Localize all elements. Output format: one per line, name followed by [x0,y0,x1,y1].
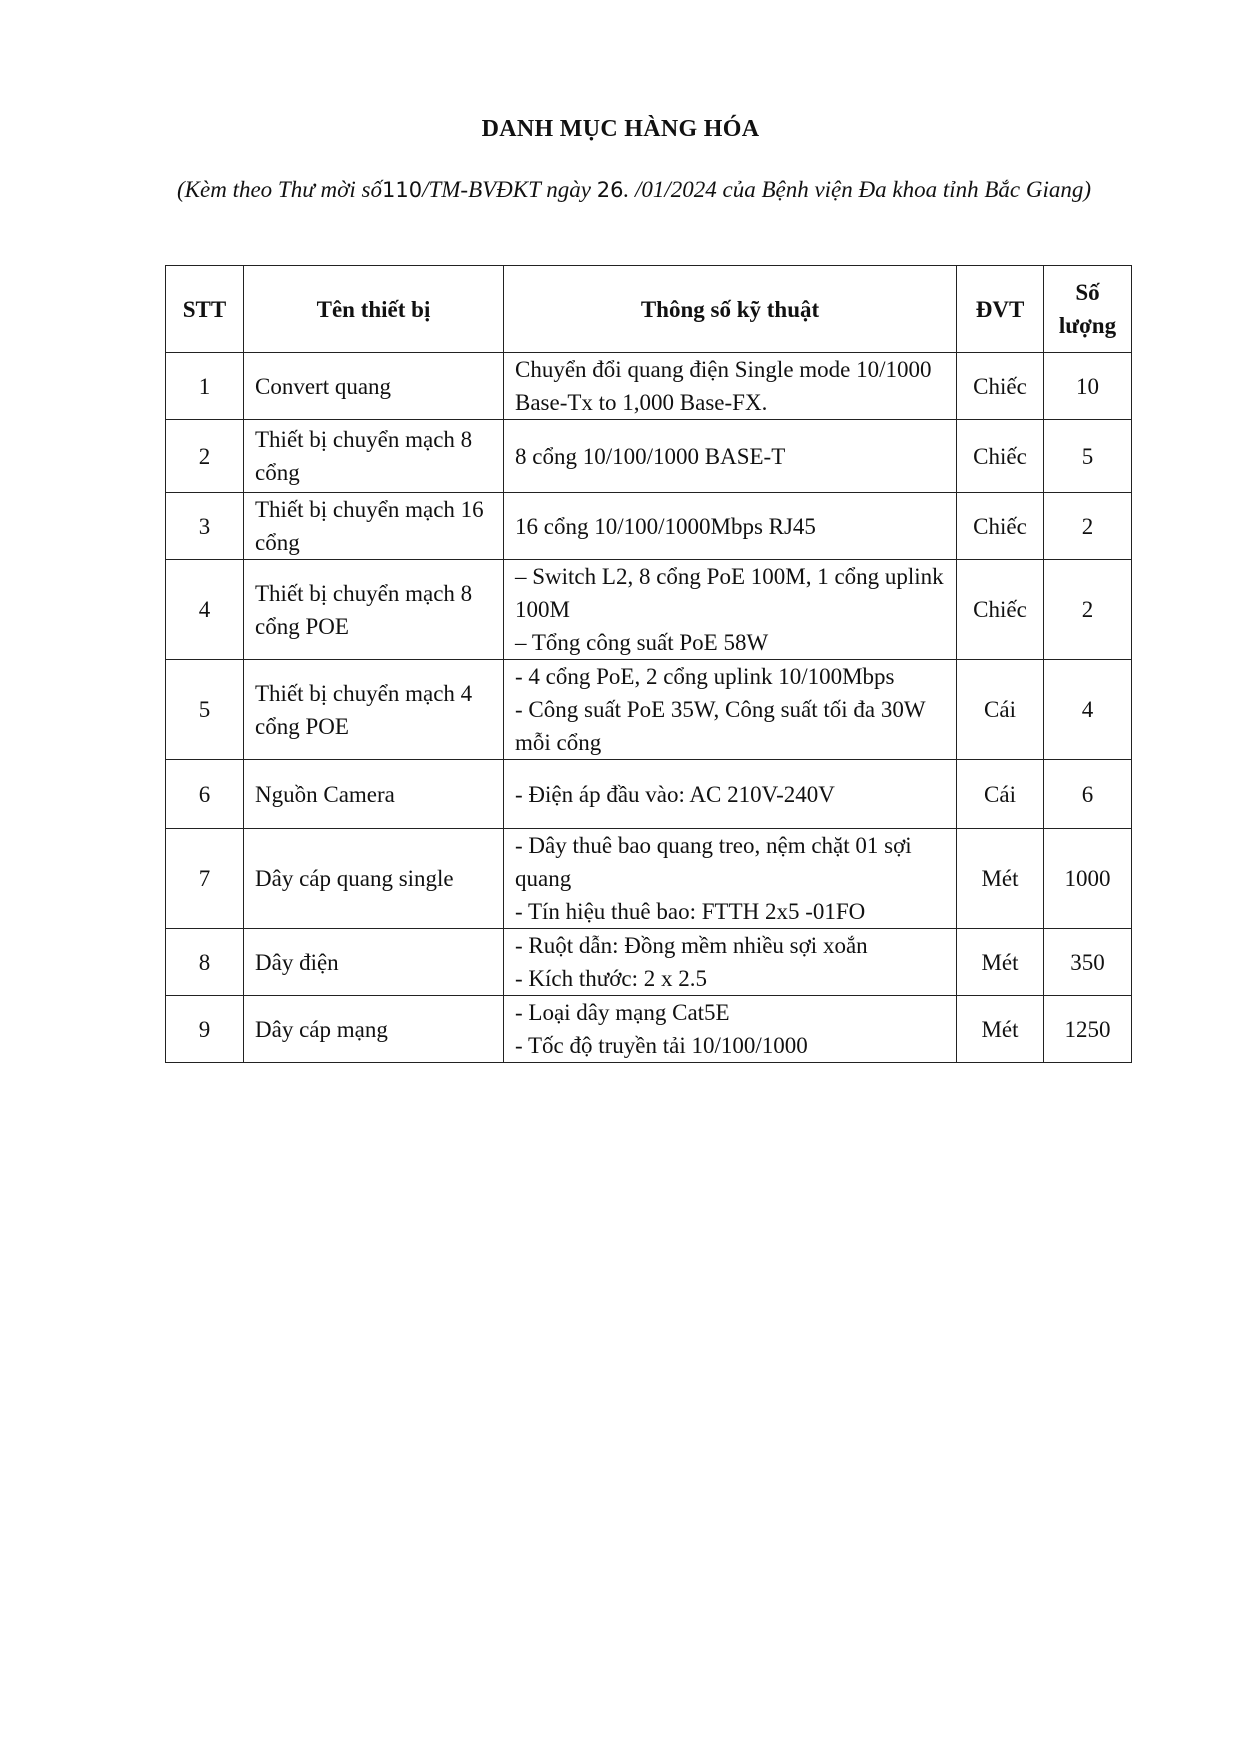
document-subtitle [177,172,1122,208]
cell-unit: Chiếc [957,353,1044,420]
header-unit: ĐVT [957,266,1044,353]
cell-spec [504,829,957,929]
goods-table [165,265,1132,1063]
cell-name: Thiết bị chuyển mạch 8 cổng [244,420,504,493]
cell-stt: 2 [166,420,244,493]
spec-line: – Tổng công suất PoE 58W [515,630,769,655]
table-row [166,760,1132,829]
table-row [166,353,1132,420]
cell-qty: 6 [1044,760,1132,829]
table-header-row [166,266,1132,353]
cell-qty: 1000 [1044,829,1132,929]
cell-name: Thiết bị chuyển mạch 16 cổng [244,493,504,560]
cell-unit: Chiếc [957,560,1044,660]
spec-line: - Ruột dẫn: Đồng mềm nhiều sợi xoắn [515,933,868,958]
subtitle-prefix: (Kèm theo Thư mời số [177,177,382,202]
spec-line: – Switch L2, 8 cổng PoE 100M, 1 cổng uplink 100M [515,564,944,622]
spec-line: - Tốc độ truyền tải 10/100/1000 [515,1033,808,1058]
cell-name: Thiết bị chuyển mạch 8 cổng POE [244,560,504,660]
cell-spec [504,420,957,493]
header-name: Tên thiết bị [244,266,504,353]
document-title: DANH MỤC HÀNG HÓA [481,116,760,142]
table-row [166,996,1132,1063]
table-row [166,829,1132,929]
cell-stt: 6 [166,760,244,829]
invitation-day: 26 [596,178,624,202]
table-row [166,660,1132,760]
cell-qty: 10 [1044,353,1132,420]
cell-name: Thiết bị chuyển mạch 4 cổng POE [244,660,504,760]
cell-unit: Mét [957,829,1044,929]
cell-name: Nguồn Camera [244,760,504,829]
cell-qty: 350 [1044,929,1132,996]
table-row [166,929,1132,996]
subtitle-mid: /TM-BVĐKT ngày [422,177,597,202]
cell-stt: 3 [166,493,244,560]
spec-line: - Kích thước: 2 x 2.5 [515,966,707,991]
table-row [166,493,1132,560]
cell-unit: Cái [957,760,1044,829]
cell-unit: Chiếc [957,420,1044,493]
spec-line: - 4 cổng PoE, 2 cổng uplink 10/100Mbps [515,664,895,689]
cell-unit: Mét [957,929,1044,996]
spec-line: - Điện áp đầu vào: AC 210V-240V [515,781,835,807]
cell-stt: 8 [166,929,244,996]
header-qty-line1: Số [1075,280,1100,305]
cell-stt: 1 [166,353,244,420]
cell-unit: Cái [957,660,1044,760]
spec-line: - Công suất PoE 35W, Công suất tối đa 30W mỗi cổng [515,697,926,755]
spec-line: - Tín hiệu thuê bao: FTTH 2x5 -01FO [515,899,866,924]
cell-stt: 7 [166,829,244,929]
cell-name: Dây cáp mạng [244,996,504,1063]
header-stt: STT [166,266,244,353]
cell-qty: 4 [1044,660,1132,760]
cell-name: Convert quang [244,353,504,420]
cell-spec [504,929,957,996]
cell-stt: 9 [166,996,244,1063]
header-qty-line2: lượng [1058,313,1117,338]
cell-spec [504,353,957,420]
header-qty [1044,266,1132,353]
subtitle-suffix: . /01/2024 của Bệnh viện Đa khoa tỉnh Bắc Giang) [623,177,1092,202]
cell-qty: 1250 [1044,996,1132,1063]
cell-qty: 2 [1044,560,1132,660]
cell-spec [504,760,957,829]
cell-unit: Mét [957,996,1044,1063]
cell-spec [504,560,957,660]
cell-name: Dây cáp quang single [244,829,504,929]
cell-qty: 5 [1044,420,1132,493]
invitation-number: 110 [381,178,423,202]
cell-spec [504,493,957,560]
cell-spec [504,996,957,1063]
cell-unit: Chiếc [957,493,1044,560]
cell-qty: 2 [1044,493,1132,560]
header-spec: Thông số kỹ thuật [504,266,957,353]
table-row [166,560,1132,660]
cell-stt: 5 [166,660,244,760]
cell-name: Dây điện [244,929,504,996]
spec-line: - Dây thuê bao quang treo, nệm chặt 01 sợi quang [515,833,912,891]
table-row [166,420,1132,493]
cell-stt: 4 [166,560,244,660]
spec-line: Chuyển đổi quang điện Single mode 10/1000 Base-Tx to 1,000 Base-FX. [515,357,932,415]
spec-line: 8 cổng 10/100/1000 BASE-T [515,443,786,469]
spec-line: - Loại dây mạng Cat5E [515,1000,730,1025]
cell-spec [504,660,957,760]
spec-line: 16 cổng 10/100/1000Mbps RJ45 [515,513,816,539]
